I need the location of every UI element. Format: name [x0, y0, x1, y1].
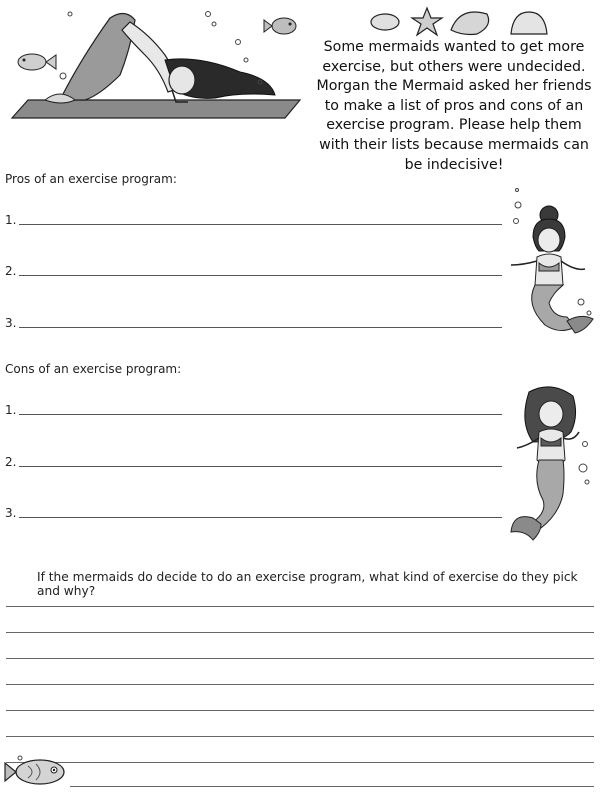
intro-line: Morgan the Mermaid asked her friends — [316, 78, 592, 95]
seashells-decoration — [365, 2, 565, 42]
answer-writing-line[interactable] — [6, 762, 594, 763]
fish-icon — [2, 752, 72, 792]
answer-writing-line[interactable] — [6, 710, 594, 711]
cons-number-3: 3. — [5, 506, 17, 520]
intro-paragraph — [312, 38, 596, 175]
pros-answer-line-2[interactable] — [19, 275, 502, 276]
answer-writing-line[interactable] — [6, 606, 594, 607]
tail-fin — [567, 316, 593, 333]
pros-number-2: 2. — [5, 264, 17, 278]
pros-answer-line-3[interactable] — [19, 327, 502, 328]
intro-line: exercise program. Please help them — [326, 117, 582, 134]
scallop-icon — [511, 12, 547, 34]
intro-line: be indecisive! — [404, 156, 504, 173]
exercise-question: If the mermaids do decide to do an exercise program, what kind of exercise do they pick and why? — [37, 570, 578, 598]
mermaid-head — [169, 66, 195, 94]
mermaid-with-bun-illustration — [505, 185, 600, 340]
cons-title: Cons of an exercise program: — [5, 362, 182, 376]
pros-answer-line-1[interactable] — [19, 224, 502, 225]
cons-number-1: 1. — [5, 403, 17, 417]
pros-number-1: 1. — [5, 213, 17, 227]
fish-icon — [264, 18, 296, 34]
pros-number-3: 3. — [5, 316, 17, 330]
fish-icon — [18, 54, 56, 70]
mermaid-face — [538, 228, 560, 252]
mermaid-tail — [533, 460, 564, 528]
answer-writing-line[interactable] — [6, 736, 594, 737]
intro-line: exercise, but others were undecided. — [322, 58, 586, 75]
cons-answer-line-1[interactable] — [19, 414, 502, 415]
cons-number-2: 2. — [5, 455, 17, 469]
conch-icon — [451, 12, 489, 35]
mermaid-face — [539, 401, 563, 427]
answer-writing-line[interactable] — [6, 684, 594, 685]
tail-fin — [511, 517, 541, 540]
answer-writing-line[interactable] — [6, 632, 594, 633]
bubbles — [579, 442, 589, 485]
intro-line: with their lists because mermaids can — [319, 136, 589, 153]
starfish-icon — [412, 8, 442, 35]
intro-line: Some mermaids wanted to get more — [323, 39, 585, 55]
yoga-mermaid-illustration — [0, 0, 310, 125]
mermaid-with-long-hair-illustration — [503, 382, 598, 557]
pros-title: Pros of an exercise program: — [5, 172, 177, 186]
intro-line: to make a list of pros and cons of an — [324, 97, 584, 114]
shell-icon — [371, 14, 399, 30]
answer-writing-line[interactable] — [6, 658, 594, 659]
answer-writing-line[interactable] — [70, 786, 594, 787]
cons-answer-line-3[interactable] — [19, 517, 502, 518]
mermaid-tail — [60, 13, 135, 100]
cons-answer-line-2[interactable] — [19, 466, 502, 467]
